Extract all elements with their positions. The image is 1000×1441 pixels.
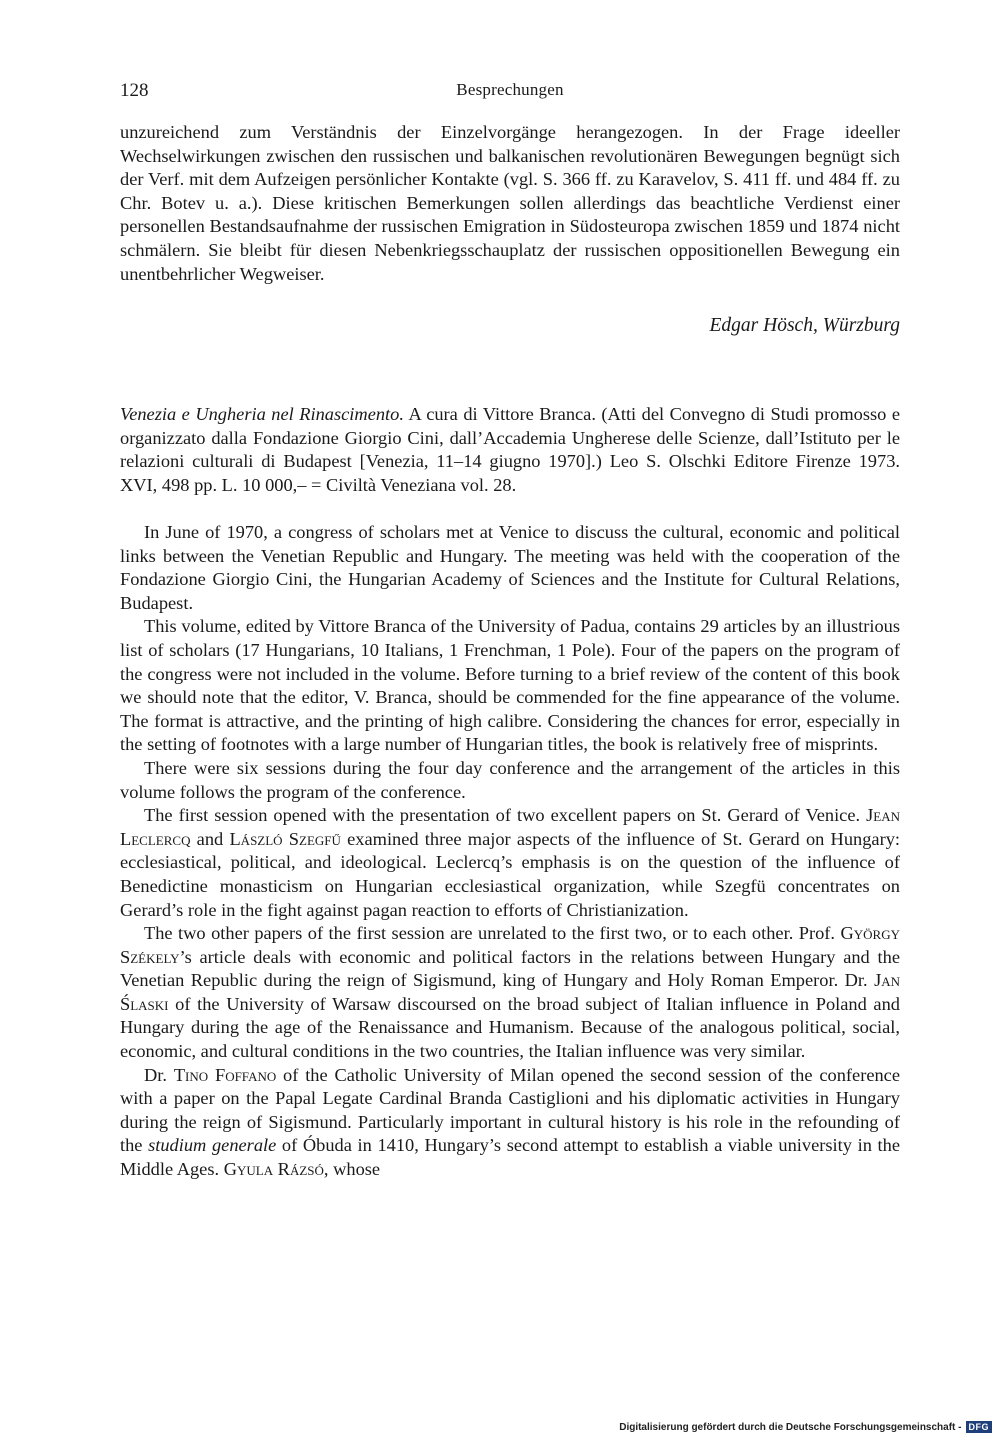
paragraph: There were six sessions during the four day conference and the arrangement of the articles in this volume follows the program of the conference. [120, 757, 900, 802]
text-run: , whose [323, 1159, 381, 1180]
paragraph: In June of 1970, a congress of scholars met at Venice to discuss the cultural, economic and political links between the Venetian Republic and Hungary. The meeting was held with the cooperation of the Fondazione Giorgio Cini, the Hungarian Academy of Sciences and the Institute for Cultural Relations, Budapest. [120, 522, 900, 613]
author-name: Jean Leclercq [120, 805, 900, 849]
paragraph: unzureichend zum Verständnis der Einzelvorgänge herangezogen. In der Frage ideeller Wechselwirkungen zwischen den russischen und balkanischen revolutionären Bewegungen begnügt sich der Verf. mit dem Aufzeigen persönlicher Kontakte (vgl. S. 366 ff. zu Karavelov, S. 411 ff. und 484 ff. zu Chr. Botev u. a.). Diese kritischen Bemerkungen sollen allerdings das beachtliche Verdienst einer personellen Bestandsaufnahme der russischen Emigration in Südosteuropa zwischen 1859 und 1874 nicht schmälern. Sie bleibt für diesen Nebenkriegsschauplatz der russischen oppositionellen Bewegung ein unentbehrlicher Wegweiser. [120, 122, 900, 284]
previous-review-text [120, 121, 900, 286]
paragraph [120, 804, 900, 922]
page-header [120, 80, 900, 106]
text-run: of the Catholic University of Milan opened the second session of the conference with a paper on the Papal Legate Cardinal Branda Castiglioni and his diplomatic activities in Hungary during the reign of Sigismund. Particularly important in cultural history is his role in the refounding of the [120, 1064, 901, 1156]
page-number: 128 [120, 80, 149, 101]
dfg-logo: DFG [966, 1421, 993, 1433]
author-name: Gyula Rázsó [223, 1159, 324, 1180]
citation-details: A cura di Vittore Branca. (Atti del Convegno di Studi promosso e organizzato dalla Fondazione Giorgio Cini, dall’Accademia Ungherese delle Scienze, dall’Istituto per le relazioni culturali di Budapest [Venezia, 11–14 giugno 1970].) Leo S. Olschki Editore Firenze 1973. XVI, 498 pp. L. 10 000,– = Civiltà Veneziana vol. 28. [120, 404, 900, 495]
text-run: and [190, 828, 230, 849]
text-run: The first session opened with the presentation of two excellent papers on St. Gerard of Venice. [144, 805, 867, 826]
author-name: Jan Ślaski [120, 970, 900, 1014]
citation-paragraph [120, 403, 900, 497]
book-title: Venezia e Ungheria nel Rinascimento. [120, 404, 404, 424]
text-run: of the University of Warsaw discoursed on the broad subject of Italian influence in Poland and Hungary during the age of the Renaissance and Humanism. Because of the analogous political, social, economic, and cultural conditions in the two countries, the Italian influence was very similar. [120, 993, 900, 1062]
paragraph [120, 1064, 900, 1182]
footer-text: Digitalisierung gefördert durch die Deutsche Forschungsgemeinschaft - [619, 1421, 962, 1433]
running-head: Besprechungen [456, 80, 564, 99]
italic-term: studium generale [148, 1135, 277, 1156]
author-name: György Székely [120, 923, 900, 967]
text-run: of Óbuda in 1410, Hungary’s second attempt to establish a viable university in the Middle Ages. [120, 1135, 900, 1180]
text-run: Dr. [144, 1064, 174, 1085]
digitization-footer [619, 1421, 992, 1433]
author-name: László Szegfű [229, 828, 341, 849]
reviewer-signature: Edgar Hösch, Würzburg [709, 315, 900, 336]
paragraph [120, 922, 900, 1064]
text-run: examined three major aspects of the influence of St. Gerard on Hungary: ecclesiastical, political, and ideological. Leclercq’s emphasis is on the question of the influence of Benedictine monasticism on Hungarian ecclesiastical organization, while Szegfü concentrates on Gerard’s role in the fight against pagan reaction to efforts of Christianization. [120, 828, 901, 920]
book-citation [120, 403, 900, 497]
text-run: The two other papers of the first session are unrelated to the first two, or to each other. Prof. [144, 923, 841, 944]
paragraph: This volume, edited by Vittore Branca of the University of Padua, contains 29 articles by an illustrious list of scholars (17 Hungarians, 10 Italians, 1 Frenchman, 1 Pole). Four of the papers on the program of the congress were not included in the volume. Before turning to a brief review of the content of this book we should note that the editor, V. Branca, should be commended for the fine appearance of the volume. The format is attractive, and the printing of high calibre. Considering the chances for error, especially in the setting of footnotes with a large number of Hungarian titles, the book is relatively free of misprints. [120, 616, 900, 755]
review-body [120, 521, 900, 1182]
author-name: Tino Foffano [173, 1064, 277, 1085]
text-run: ’s article deals with economic and political factors in the relations between Hungary and the Venetian Republic during the reign of Sigismund, king of Hungary and Holy Roman Emperor. Dr. [120, 946, 900, 991]
